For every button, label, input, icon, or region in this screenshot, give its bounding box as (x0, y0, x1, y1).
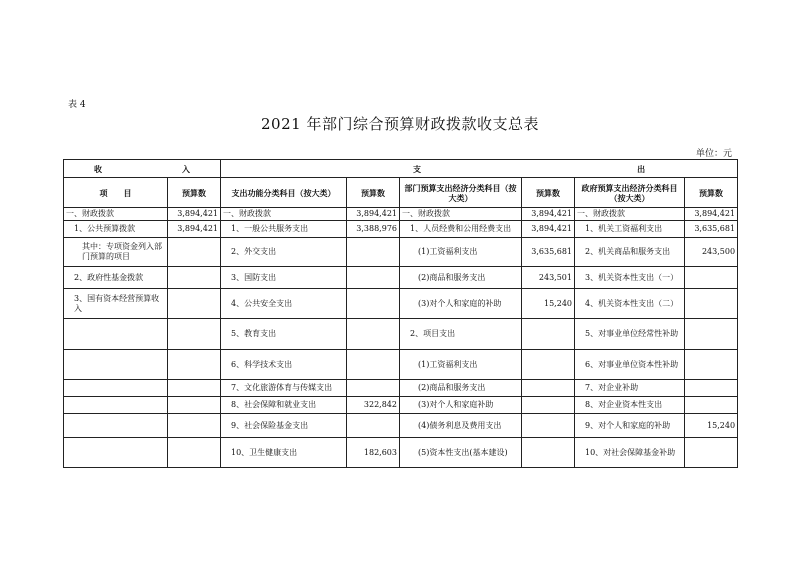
gov-amount-cell (685, 289, 738, 319)
table-row (64, 319, 738, 350)
income-item-cell: 1、公共预算拨款 (64, 221, 168, 238)
dept-amount-cell: 3,894,421 (522, 221, 575, 238)
gov-amount-cell: 243,500 (685, 238, 738, 267)
gov-amount-cell (685, 319, 738, 350)
func-item-cell: 10、卫生健康支出 (221, 438, 347, 468)
income-amount-cell: 3,894,421 (168, 208, 221, 221)
gov-item-cell: 6、对事业单位资本性补助 (575, 350, 685, 380)
income-item-cell: 2、政府性基金拨款 (64, 267, 168, 289)
budget-table (63, 159, 738, 468)
gov-item-cell: 1、机关工资福利支出 (575, 221, 685, 238)
dept-amount-cell (522, 380, 575, 397)
func-item-cell: 6、科学技术支出 (221, 350, 347, 380)
gov-amount-cell (685, 350, 738, 380)
gov-item-cell: 2、机关商品和服务支出 (575, 238, 685, 267)
income-amount-cell (168, 350, 221, 380)
table-row (64, 238, 738, 267)
income-amount-cell (168, 319, 221, 350)
dept-item-cell: (3)对个人和家庭补助 (400, 397, 522, 414)
col-header-func: 支出功能分类科目（按大类） (221, 178, 347, 208)
gov-item-cell: 8、对企业资本性支出 (575, 397, 685, 414)
table-row (64, 350, 738, 380)
income-amount-cell (168, 397, 221, 414)
func-item-cell: 9、社会保险基金支出 (221, 414, 347, 438)
table-row (64, 438, 738, 468)
gov-amount-cell (685, 267, 738, 289)
dept-item-cell: (4)债务利息及费用支出 (400, 414, 522, 438)
dept-amount-cell: 243,501 (522, 267, 575, 289)
header-row-columns (64, 178, 738, 208)
dept-amount-cell (522, 350, 575, 380)
dept-item-cell: 2、项目支出 (400, 319, 522, 350)
gov-item-cell: 一、财政拨款 (575, 208, 685, 221)
func-amount-cell (347, 350, 400, 380)
func-amount-cell (347, 267, 400, 289)
col-header-budget: 预算数 (685, 178, 738, 208)
dept-item-cell: (3)对个人和家庭的补助 (400, 289, 522, 319)
dept-item-cell: (1)工资福利支出 (400, 350, 522, 380)
dept-item-cell: (2)商品和服务支出 (400, 267, 522, 289)
func-item-cell: 5、教育支出 (221, 319, 347, 350)
table-row (64, 397, 738, 414)
table-row (64, 208, 738, 221)
dept-item-cell: (5)资本性支出(基本建设) (400, 438, 522, 468)
func-item-cell: 4、公共安全支出 (221, 289, 347, 319)
income-item-cell (64, 414, 168, 438)
income-amount-cell (168, 267, 221, 289)
dept-amount-cell (522, 438, 575, 468)
table-row (64, 380, 738, 397)
func-amount-cell: 182,603 (347, 438, 400, 468)
dept-amount-cell: 15,240 (522, 289, 575, 319)
table-number: 表 4 (68, 100, 86, 110)
gov-amount-cell: 15,240 (685, 414, 738, 438)
dept-amount-cell: 3,635,681 (522, 238, 575, 267)
col-header-gov-econ: 政府预算支出经济分类科目（按大类） (575, 178, 685, 208)
income-item-cell: 3、国有资本经营预算收入 (64, 289, 168, 319)
gov-amount-cell: 3,894,421 (685, 208, 738, 221)
dept-item-cell: (1)工资福利支出 (400, 238, 522, 267)
col-header-budget: 预算数 (347, 178, 400, 208)
header-row-group (64, 160, 738, 178)
col-header-budget: 预算数 (522, 178, 575, 208)
income-item-cell (64, 438, 168, 468)
col-header-item: 项 目 (64, 178, 168, 208)
gov-item-cell: 5、对事业单位经常性补助 (575, 319, 685, 350)
dept-amount-cell: 3,894,421 (522, 208, 575, 221)
income-header: 收 入 (64, 160, 221, 178)
dept-amount-cell (522, 397, 575, 414)
income-item-cell (64, 380, 168, 397)
func-amount-cell (347, 238, 400, 267)
func-amount-cell (347, 380, 400, 397)
func-amount-cell: 3,388,976 (347, 221, 400, 238)
dept-item-cell: 一、财政拨款 (400, 208, 522, 221)
dept-amount-cell (522, 319, 575, 350)
gov-amount-cell (685, 438, 738, 468)
col-header-budget: 预算数 (168, 178, 221, 208)
unit-label: 单位：元 (695, 149, 732, 159)
income-item-cell: 其中：专项资金列入部门预算的项目 (64, 238, 168, 267)
income-amount-cell (168, 238, 221, 267)
func-amount-cell (347, 319, 400, 350)
income-amount-cell (168, 380, 221, 397)
income-item-cell (64, 350, 168, 380)
gov-item-cell: 10、对社会保障基金补助 (575, 438, 685, 468)
col-header-dept-econ: 部门预算支出经济分类科目（按大类） (400, 178, 522, 208)
expense-header: 支 出 (221, 160, 738, 178)
gov-amount-cell (685, 380, 738, 397)
income-amount-cell (168, 289, 221, 319)
income-item-cell (64, 397, 168, 414)
income-amount-cell: 3,894,421 (168, 221, 221, 238)
func-item-cell: 一、财政拨款 (221, 208, 347, 221)
income-amount-cell (168, 414, 221, 438)
table-row (64, 289, 738, 319)
func-amount-cell (347, 414, 400, 438)
gov-item-cell: 9、对个人和家庭的补助 (575, 414, 685, 438)
income-item-cell (64, 319, 168, 350)
func-item-cell: 7、文化旅游体育与传媒支出 (221, 380, 347, 397)
gov-amount-cell (685, 397, 738, 414)
func-amount-cell: 322,842 (347, 397, 400, 414)
func-item-cell: 2、外交支出 (221, 238, 347, 267)
dept-item-cell: 1、人员经费和公用经费支出 (400, 221, 522, 238)
gov-item-cell: 7、对企业补助 (575, 380, 685, 397)
gov-amount-cell: 3,635,681 (685, 221, 738, 238)
func-item-cell: 1、一般公共服务支出 (221, 221, 347, 238)
func-item-cell: 8、社会保障和就业支出 (221, 397, 347, 414)
gov-item-cell: 4、机关资本性支出（二） (575, 289, 685, 319)
gov-item-cell: 3、机关资本性支出（一） (575, 267, 685, 289)
income-item-cell: 一、财政拨款 (64, 208, 168, 221)
table-row (64, 267, 738, 289)
income-amount-cell (168, 438, 221, 468)
func-amount-cell: 3,894,421 (347, 208, 400, 221)
dept-amount-cell (522, 414, 575, 438)
page-title: 2021 年部门综合预算财政拨款收支总表 (261, 115, 539, 133)
func-item-cell: 3、国防支出 (221, 267, 347, 289)
table-row (64, 221, 738, 238)
dept-item-cell: (2)商品和服务支出 (400, 380, 522, 397)
func-amount-cell (347, 289, 400, 319)
table-row (64, 414, 738, 438)
